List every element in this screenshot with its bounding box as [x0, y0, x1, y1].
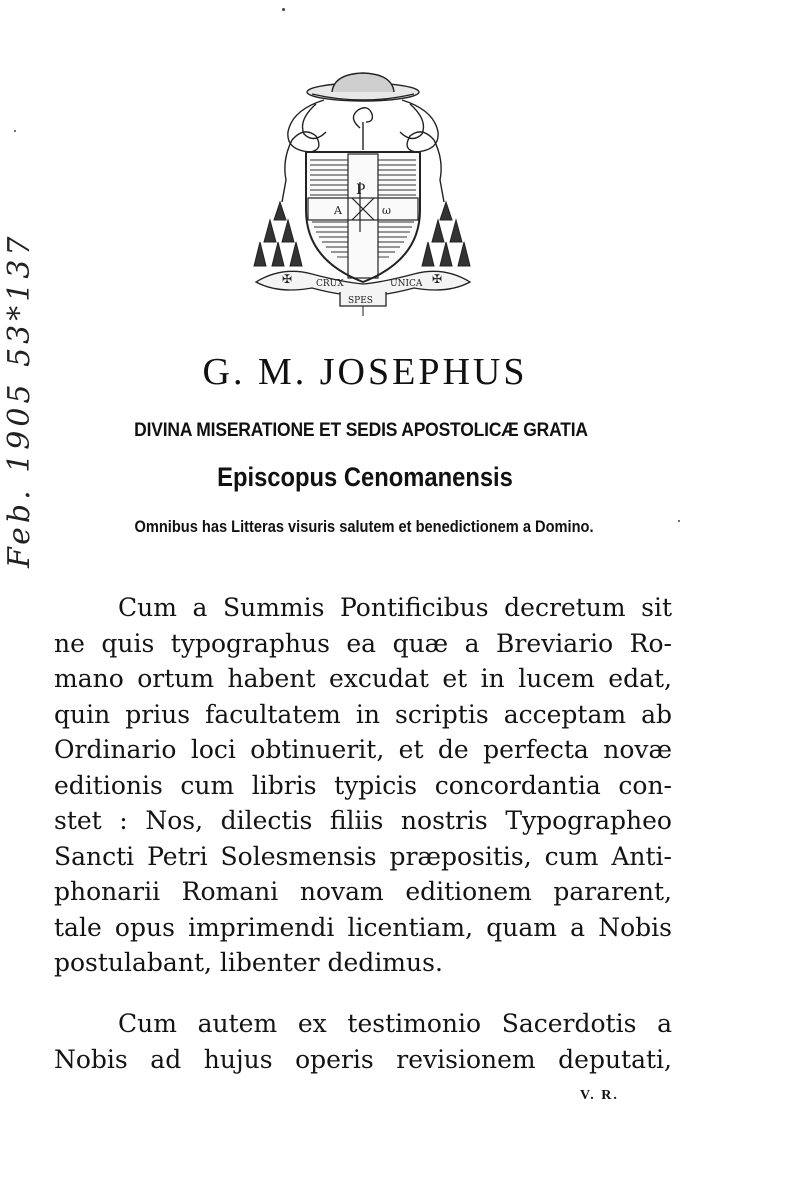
paragraph-line: ne quis typographus ea quæ a Breviario Ro-	[54, 628, 672, 658]
office-heading: Episcopus Cenomanensis	[217, 462, 513, 492]
svg-text:✠: ✠	[282, 272, 293, 286]
svg-text:ω: ω	[382, 204, 391, 217]
greeting-line: Omnibus has Litteras visuris salutem et benedictionem a Domino.	[134, 517, 594, 536]
paragraph-line: mano ortum habent excudat et in lucem edat,	[54, 664, 672, 693]
paragraph-line: tale opus imprimendi licentiam, quam a Nobis	[54, 912, 672, 942]
scan-speck	[282, 8, 285, 11]
scan-speck	[14, 130, 16, 132]
paragraph-line: phonarii Romani novam editionem pararent,	[54, 877, 672, 906]
title-subtitle: DIVINA MISERATIONE ET SEDIS APOSTOLICÆ GRATIA	[134, 420, 588, 441]
page-title: G. M. JOSEPHUS	[202, 351, 528, 393]
paragraph-line: Ordinario loci obtinuerit, et de perfecta novæ	[54, 735, 672, 764]
paragraph-line: Nobis ad hujus operis revisionem deputati,	[54, 1044, 672, 1074]
svg-text:A: A	[334, 204, 342, 217]
scan-speck	[678, 520, 680, 522]
svg-text:✠: ✠	[432, 272, 443, 286]
paragraph-line: postulabant, libenter dedimus.	[54, 948, 443, 977]
paragraph-line: stet : Nos, dilectis filiis nostris Typographeo	[54, 806, 672, 835]
scroll-word-unica: UNICA	[390, 279, 423, 289]
signature-mark: V. R.	[580, 1088, 619, 1103]
body-paragraph-2	[54, 1006, 672, 1077]
scroll-word-spes: SPES	[348, 296, 373, 306]
paragraph-line: Cum a Summis Pontificibus decretum sit	[118, 593, 672, 622]
paragraph-line: editionis cum libris typicis concordantia con-	[54, 770, 672, 800]
svg-text:P: P	[356, 182, 366, 198]
paragraph-line: Sancti Petri Solesmensis præpositis, cum Anti-	[54, 841, 672, 871]
handwritten-margin-note: Feb. 1905 53*137	[2, 232, 37, 568]
scroll-word-crux: CRUX	[316, 279, 344, 289]
coat-of-arms	[252, 70, 474, 318]
paragraph-line: quin prius facultatem in scriptis acceptam ab	[54, 699, 672, 729]
body-paragraph-1	[54, 590, 672, 981]
paragraph-line: Cum autem ex testimonio Sacerdotis a	[118, 1009, 672, 1038]
